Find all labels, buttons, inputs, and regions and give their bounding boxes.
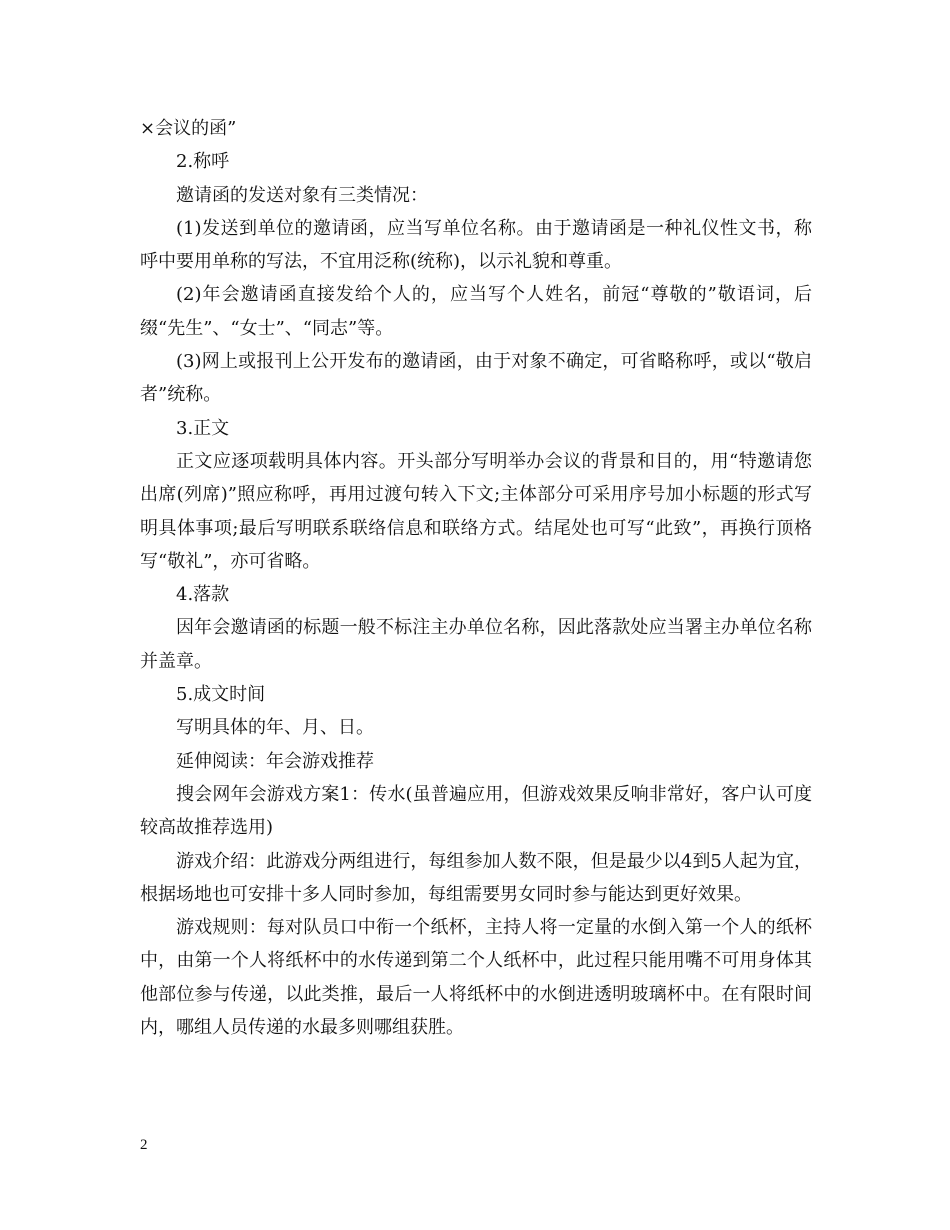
paragraph: (2)年会邀请函直接发给个人的，应当写个人姓名，前冠“尊敬的”敬语词，后缀“先生”、“女士”、“同志”等。 [140, 284, 812, 339]
section-heading: 4.落款 [176, 584, 230, 606]
section-heading: 5.成文时间 [176, 684, 266, 706]
paragraph: 因年会邀请函的标题一般不标注主办单位名称，因此落款处应当署主办单位名称并盖章。 [140, 617, 812, 672]
paragraph: 搜会网年会游戏方案1：传水(虽普遍应用，但游戏效果反响非常好，客户认可度较高故推荐选用) [140, 783, 812, 839]
paragraph: (1)发送到单位的邀请函，应当写单位名称。由于邀请函是一种礼仪性文书，称呼中要用单称的写法，不宜用泛称(统称)，以示礼貌和尊重。 [140, 217, 812, 273]
section-heading: 延伸阅读：年会游戏推荐 [176, 750, 374, 772]
paragraph: 写明具体的年、月、日。 [176, 717, 374, 739]
page-number: 2 [140, 1137, 148, 1153]
paragraph: (3)网上或报刊上公开发布的邀请函，由于对象不确定，可省略称呼，或以“敬启者”统称。 [140, 351, 812, 406]
document-body [140, 112, 812, 1044]
paragraph: 正文应逐项载明具体内容。开头部分写明举办会议的背景和目的，用“特邀请您出席(列席)”照应称呼，再用过渡句转入下文;主体部分可采用序号加小标题的形式写明具体事项;最后写明联系联络信息和联络方式。结尾处也可写“此致”，再换行顶格写“敬礼”，亦可省略。 [140, 450, 812, 572]
section-heading: 3.正文 [176, 417, 230, 439]
section-heading: 2.称呼 [176, 151, 230, 173]
paragraph: ×会议的函” [140, 118, 237, 139]
paragraph: 邀请函的发送对象有三类情况： [176, 184, 428, 206]
paragraph: 游戏介绍：此游戏分两组进行，每组参加人数不限，但是最少以4到5人起为宜，根据场地也可安排十多人同时参加，每组需要男女同时参与能达到更好效果。 [140, 850, 812, 905]
paragraph: 游戏规则：每对队员口中衔一个纸杯，主持人将一定量的水倒入第一个人的纸杯中，由第一个人将纸杯中的水传递到第二个人纸杯中，此过程只能用嘴不可用身体其他部位参与传递，以此类推，最后一人将纸杯中的水倒进透明玻璃杯中。在有限时间内，哪组人员传递的水最多则哪组获胜。 [140, 917, 812, 1039]
